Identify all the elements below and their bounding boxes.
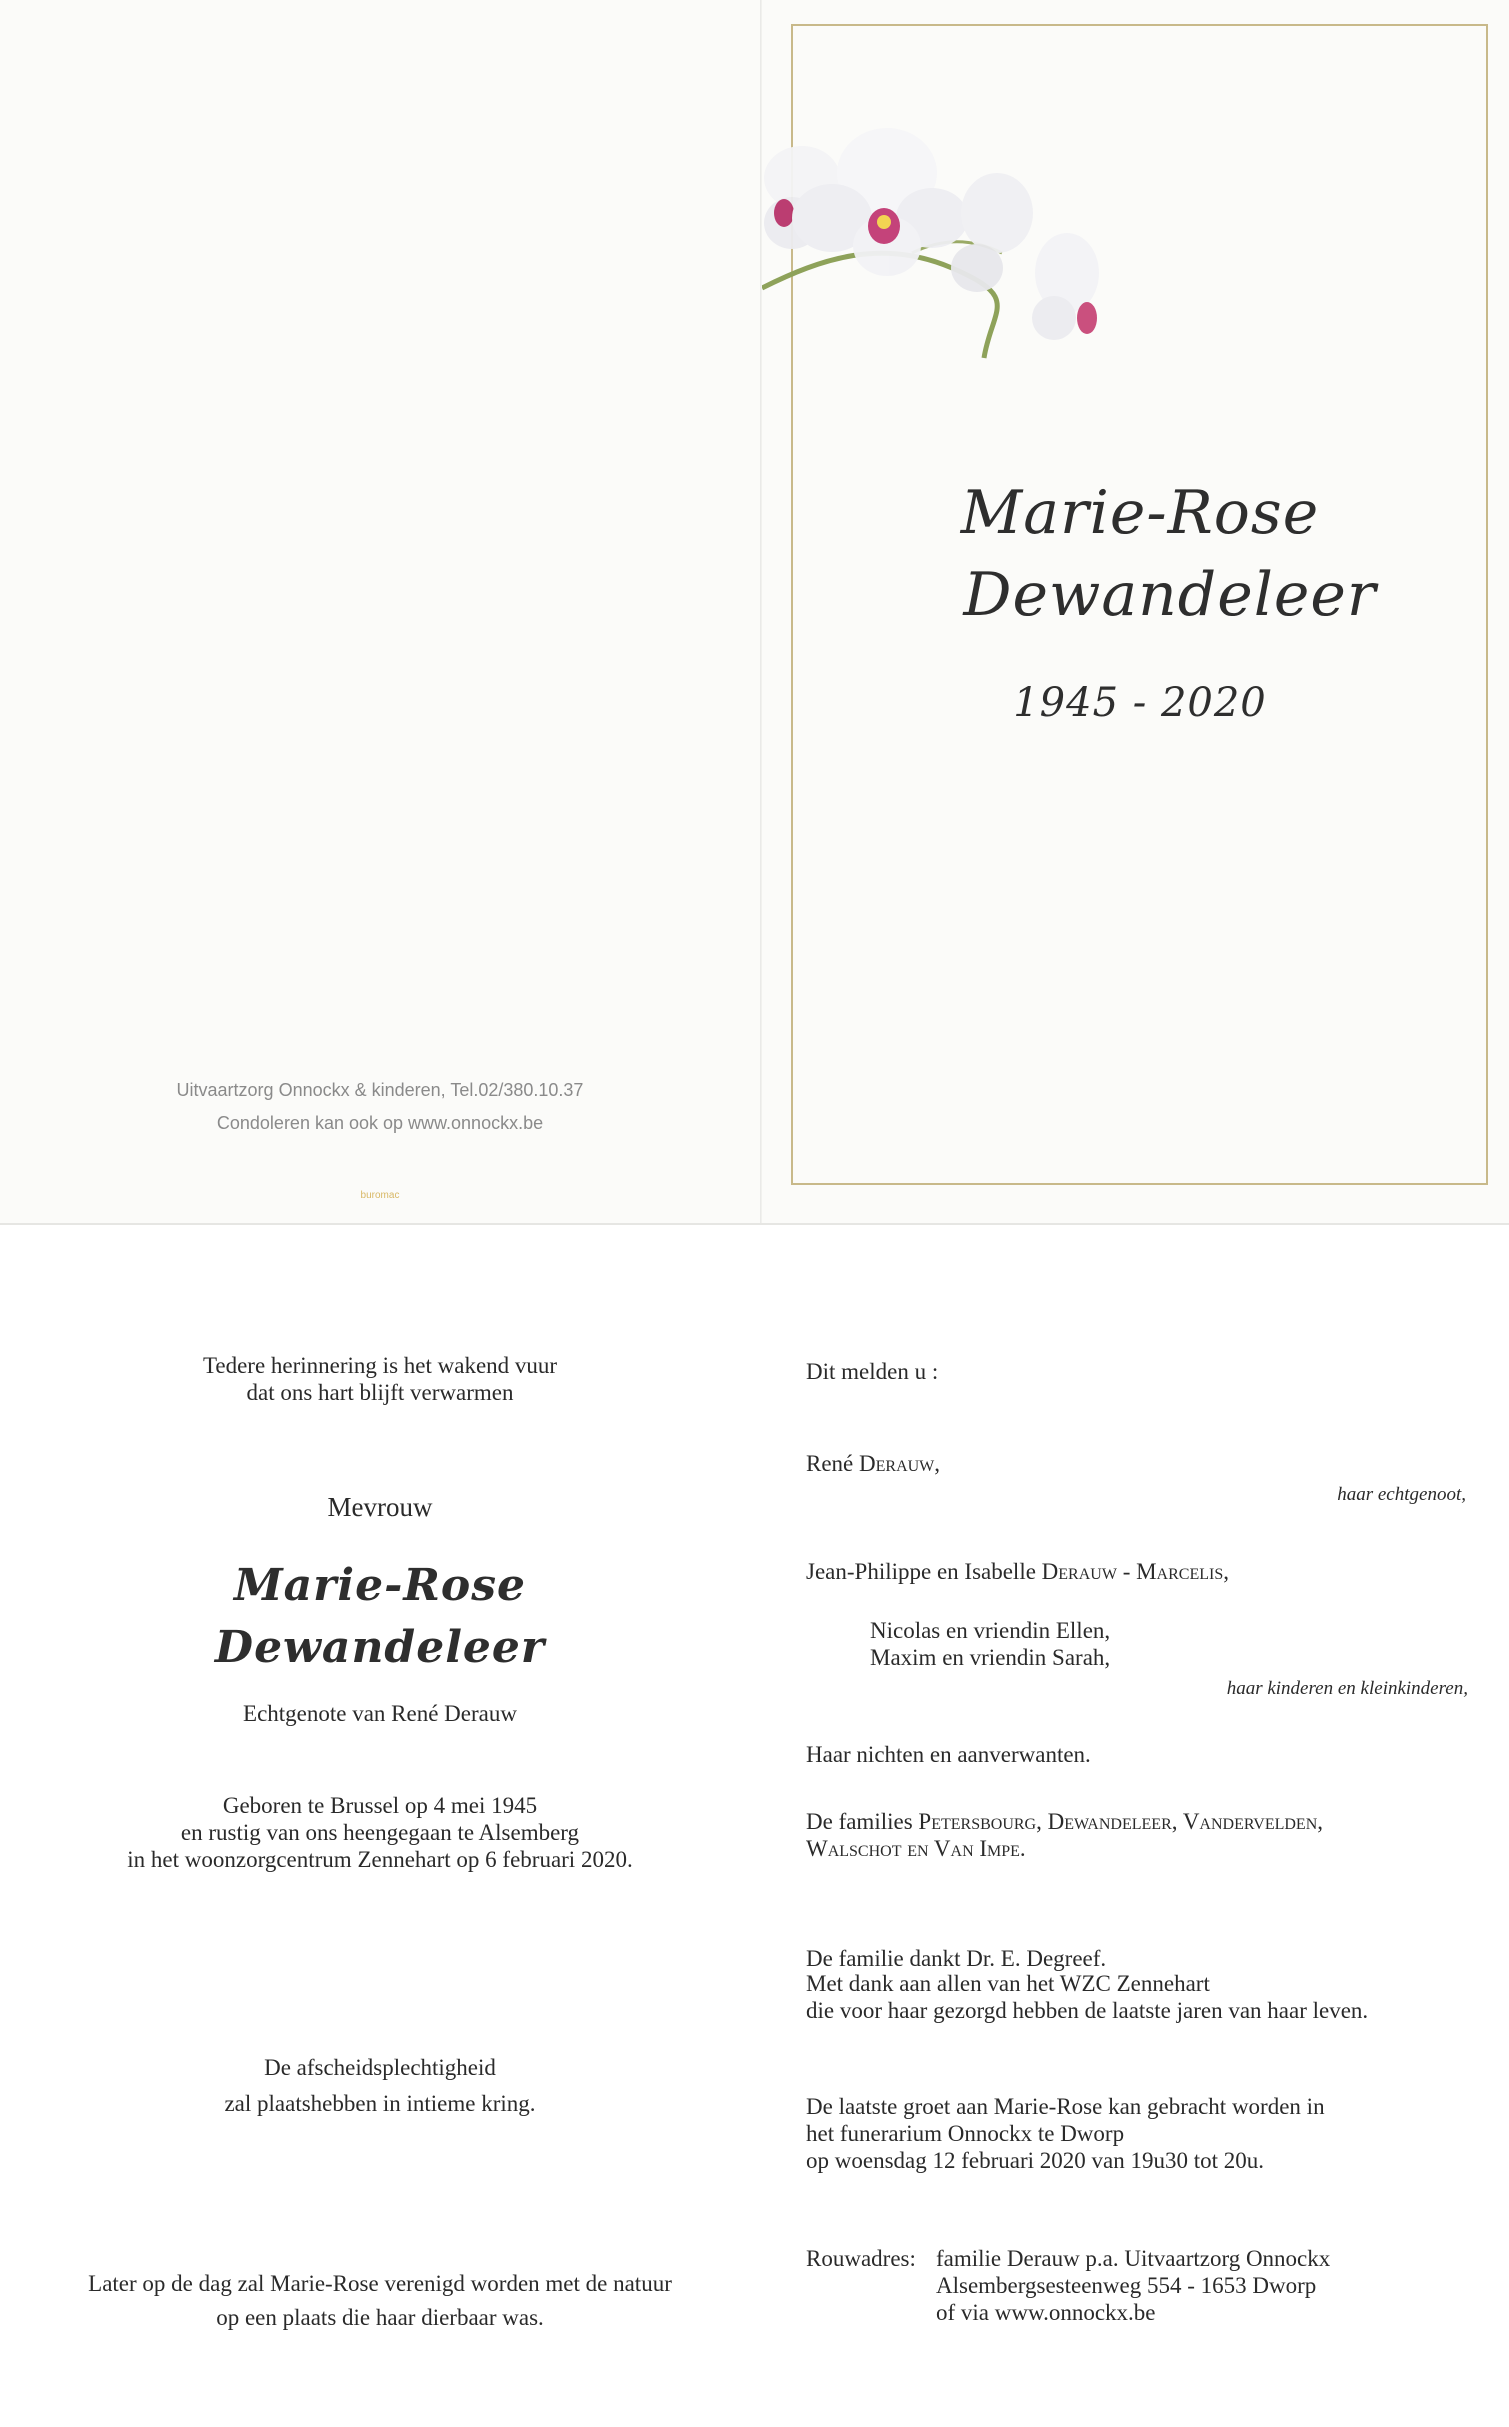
surname: Derauw: [859, 1451, 935, 1476]
first-names: Jean-Philippe en Isabelle: [806, 1559, 1042, 1584]
first-name: René: [806, 1451, 860, 1476]
families-line-2: Walschot en Van Impe.: [806, 1836, 1026, 1861]
address-line-3: of via www.onnockx.be: [936, 2300, 1156, 2325]
condolence-line: Condoleren kan ook op www.onnockx.be: [216, 1113, 544, 1133]
cover-name-first: Marie-Rose: [960, 478, 1320, 548]
thanks-line-1: De familie dankt Dr. E. Degreef.: [806, 1946, 1107, 1971]
thanks-line-2: Met dank aan allen van het WZC Zennehart: [806, 1971, 1210, 1996]
ceremony-line-2: zal plaatshebben in intieme kring.: [224, 2091, 536, 2116]
birth-line-3: in het woonzorgcentrum Zennehart op 6 februari 2020.: [127, 1847, 633, 1872]
honorific-title: Mevrouw: [327, 1492, 433, 1522]
nature-line-1: Later op de dag zal Marie-Rose verenigd worden met de natuur: [88, 2271, 672, 2296]
orchid-image: [762, 118, 1122, 378]
cover-name-last: Dewandeleer: [963, 560, 1377, 630]
ceremony-line-1: De afscheidsplechtigheid: [264, 2055, 496, 2080]
deceased-name-last: Dewandeleer: [214, 1622, 546, 1673]
families-line-1: [806, 1808, 1323, 1835]
greeting-line-3: op woensdag 12 februari 2020 van 19u30 tot 20u.: [806, 2148, 1265, 2173]
nature-line-2: op een plaats die haar dierbaar was.: [216, 2305, 544, 2330]
funeral-home-line: Uitvaartzorg Onnockx & kinderen, Tel.02/380.10.37: [176, 1080, 584, 1100]
family-names-1: Petersbourg, Dewandeleer, Vandervelden,: [918, 1809, 1323, 1834]
punctuation: ,: [1223, 1559, 1229, 1584]
family-member-children: [806, 1558, 1229, 1585]
family-member-rene: [806, 1450, 940, 1477]
surnames: Derauw - Marcelis: [1041, 1559, 1224, 1584]
punctuation: ,: [934, 1451, 941, 1476]
relatives-line: Haar nichten en aanverwanten.: [806, 1742, 1091, 1767]
deceased-name-first: Marie-Rose: [233, 1560, 527, 1611]
grandchild-2: Maxim en vriendin Sarah,: [870, 1645, 1111, 1670]
address-line-1: familie Derauw p.a. Uitvaartzorg Onnockx: [936, 2246, 1331, 2271]
announce-line: Dit melden u :: [806, 1359, 939, 1384]
quote-line-1: Tedere herinnering is het wakend vuur: [202, 1353, 558, 1378]
cover-edge: [0, 1223, 1509, 1225]
birth-line-2: en rustig van ons heengegaan te Alsemberg: [180, 1820, 580, 1845]
birth-line-1: Geboren te Brussel op 4 mei 1945: [222, 1793, 538, 1818]
printer-mark: buromac: [360, 1190, 400, 1201]
greeting-line-1: De laatste groet aan Marie-Rose kan gebracht worden in: [806, 2094, 1325, 2119]
relation-spouse: haar echtgenoot,: [1337, 1484, 1466, 1505]
cover-years: 1945 - 2020: [1013, 680, 1267, 726]
address-line-2: Alsembergsesteenweg 554 - 1653 Dworp: [936, 2273, 1317, 2298]
greeting-line-2: het funerarium Onnockx te Dworp: [806, 2121, 1125, 2146]
relation-children: haar kinderen en kleinkinderen,: [1226, 1678, 1468, 1699]
quote-line-2: dat ons hart blijft verwarmen: [246, 1380, 514, 1405]
address-label: Rouwadres:: [806, 2246, 916, 2271]
grandchild-1: Nicolas en vriendin Ellen,: [870, 1618, 1111, 1643]
thanks-line-3: die voor haar gezorgd hebben de laatste jaren van haar leven.: [806, 1998, 1369, 2023]
spouse-line: Echtgenote van René Derauw: [243, 1701, 517, 1726]
families-prefix: De families: [806, 1809, 919, 1834]
